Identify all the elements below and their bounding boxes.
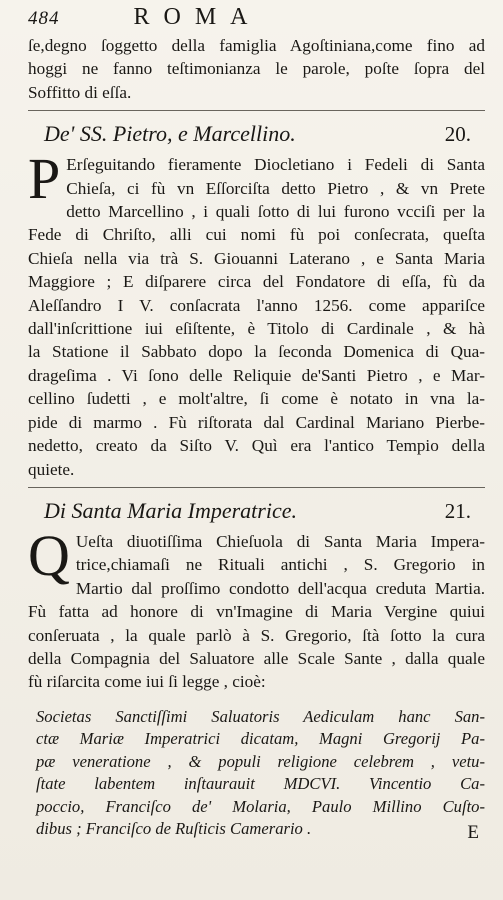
text-line: Maggiore ; E diſparere circa del Fondatore di eſſa, fù da [28, 272, 485, 292]
latin-inscription [36, 706, 485, 841]
section-heading-21 [44, 496, 479, 526]
page-body [28, 34, 485, 841]
text-line: Chieſa, ci fù vn Eſſorciſta detto Pietro , & vn Prete [66, 178, 485, 198]
inscription-line: poccio, Franciſco de' Molaria, Paulo Millino Cuſto- [36, 796, 485, 816]
section-heading-20 [44, 119, 479, 149]
section-number: 20. [444, 122, 471, 147]
inscription-line: ſtate labentem inſtaurauit MDCVI. Vincentio Ca- [36, 774, 485, 794]
section-20-paragraph [28, 146, 485, 481]
text-line: Chieſa nella via trà S. Giouanni Laterano , e Santa Maria [28, 248, 485, 268]
text-line: nedetto, creato da Siſto V. Quì era l'antico Tempio della [28, 436, 485, 456]
text-line: pide di marmo . Fù riſtorata dal Cardinal Mariano Pierbe- [28, 412, 485, 432]
inscription-line: Societas Sanctiſſimi Saluatoris Aediculam hanc San- [36, 706, 485, 726]
section-number: 21. [444, 498, 471, 523]
text-line: quiete. [28, 459, 75, 479]
text-line: della Compagnia del Saluatore alle Scale Sante , dalla quale [28, 648, 485, 668]
text-line: Fede di Chriſto, alli cui nomi fù poi conſecrata, queſta [28, 225, 485, 245]
catchword: E [467, 822, 479, 843]
intro-paragraph [28, 34, 485, 104]
drop-cap: P [28, 146, 61, 212]
inscription-line: dibus ; Franciſco de Ruſticis Camerario . [36, 819, 312, 839]
text-line: ſe,degno ſoggetto della famiglia Agoſtiniana,come fino ad [28, 36, 485, 55]
text-line: Ueſta diuotiſſima Chieſuola di Santa Maria Impera- [75, 531, 485, 551]
inscription-line: pæ veneratione , & populi religione celebrem , vetu- [36, 751, 485, 771]
text-line: conſeruata , la quale parlò à S. Gregorio, ſtà ſotto la cura [28, 625, 485, 645]
text-line: Martio dal proſſimo condotto dell'acqua creduta Martia. [75, 578, 485, 598]
text-line: Fù fatta ad honore di vn'Imagine di Maria Vergine quiui [28, 602, 485, 622]
section-21-paragraph [28, 522, 485, 694]
text-line: Aleſſandro I V. conſacrata l'anno 1256. come appariſce [28, 295, 485, 315]
text-line: drageſima . Vi ſono delle Reliquie de'Santi Pietro , e Mar- [28, 365, 485, 385]
text-line: trice,chiamaſi ne Rituali antichi , S. Gregorio in [75, 555, 485, 575]
drop-cap: Q [28, 522, 70, 588]
section-title: De' SS. Pietro, e Marcellino. [44, 121, 296, 147]
text-line: la Statione il Sabbato dopo la ſeconda Domenica di Qua- [28, 342, 485, 362]
section-title: Di Santa Maria Imperatrice. [44, 497, 297, 523]
text-line: cellino ſudetti , e molt'altre, ſi come è notato in vna la- [28, 389, 485, 409]
text-line: Soffitto di eſſa. [28, 82, 132, 102]
running-title: ROMA [133, 4, 262, 30]
section-divider [28, 487, 485, 488]
text-line: fù riſarcita come iui ſi legge , cioè: [28, 672, 266, 692]
section-divider [28, 110, 485, 111]
text-line: hoggi ne fanno teſtimonianza le parole, poſte ſopra del [28, 59, 485, 79]
text-line: detto Marcellino , i quali ſotto di lui furono vcciſi per la [66, 202, 485, 222]
inscription-line: ctæ Mariæ Imperatrici dicatam, Magni Gregorij Pa- [36, 729, 485, 749]
page-number: 484 [28, 8, 60, 29]
page-header [28, 4, 473, 31]
text-line: dall'inſcrittione iui eſiſtente, è Titolo di Cardinale , & hà [28, 319, 485, 339]
text-line: Erſeguitando fieramente Diocletiano i Fedeli di Santa [66, 155, 485, 175]
